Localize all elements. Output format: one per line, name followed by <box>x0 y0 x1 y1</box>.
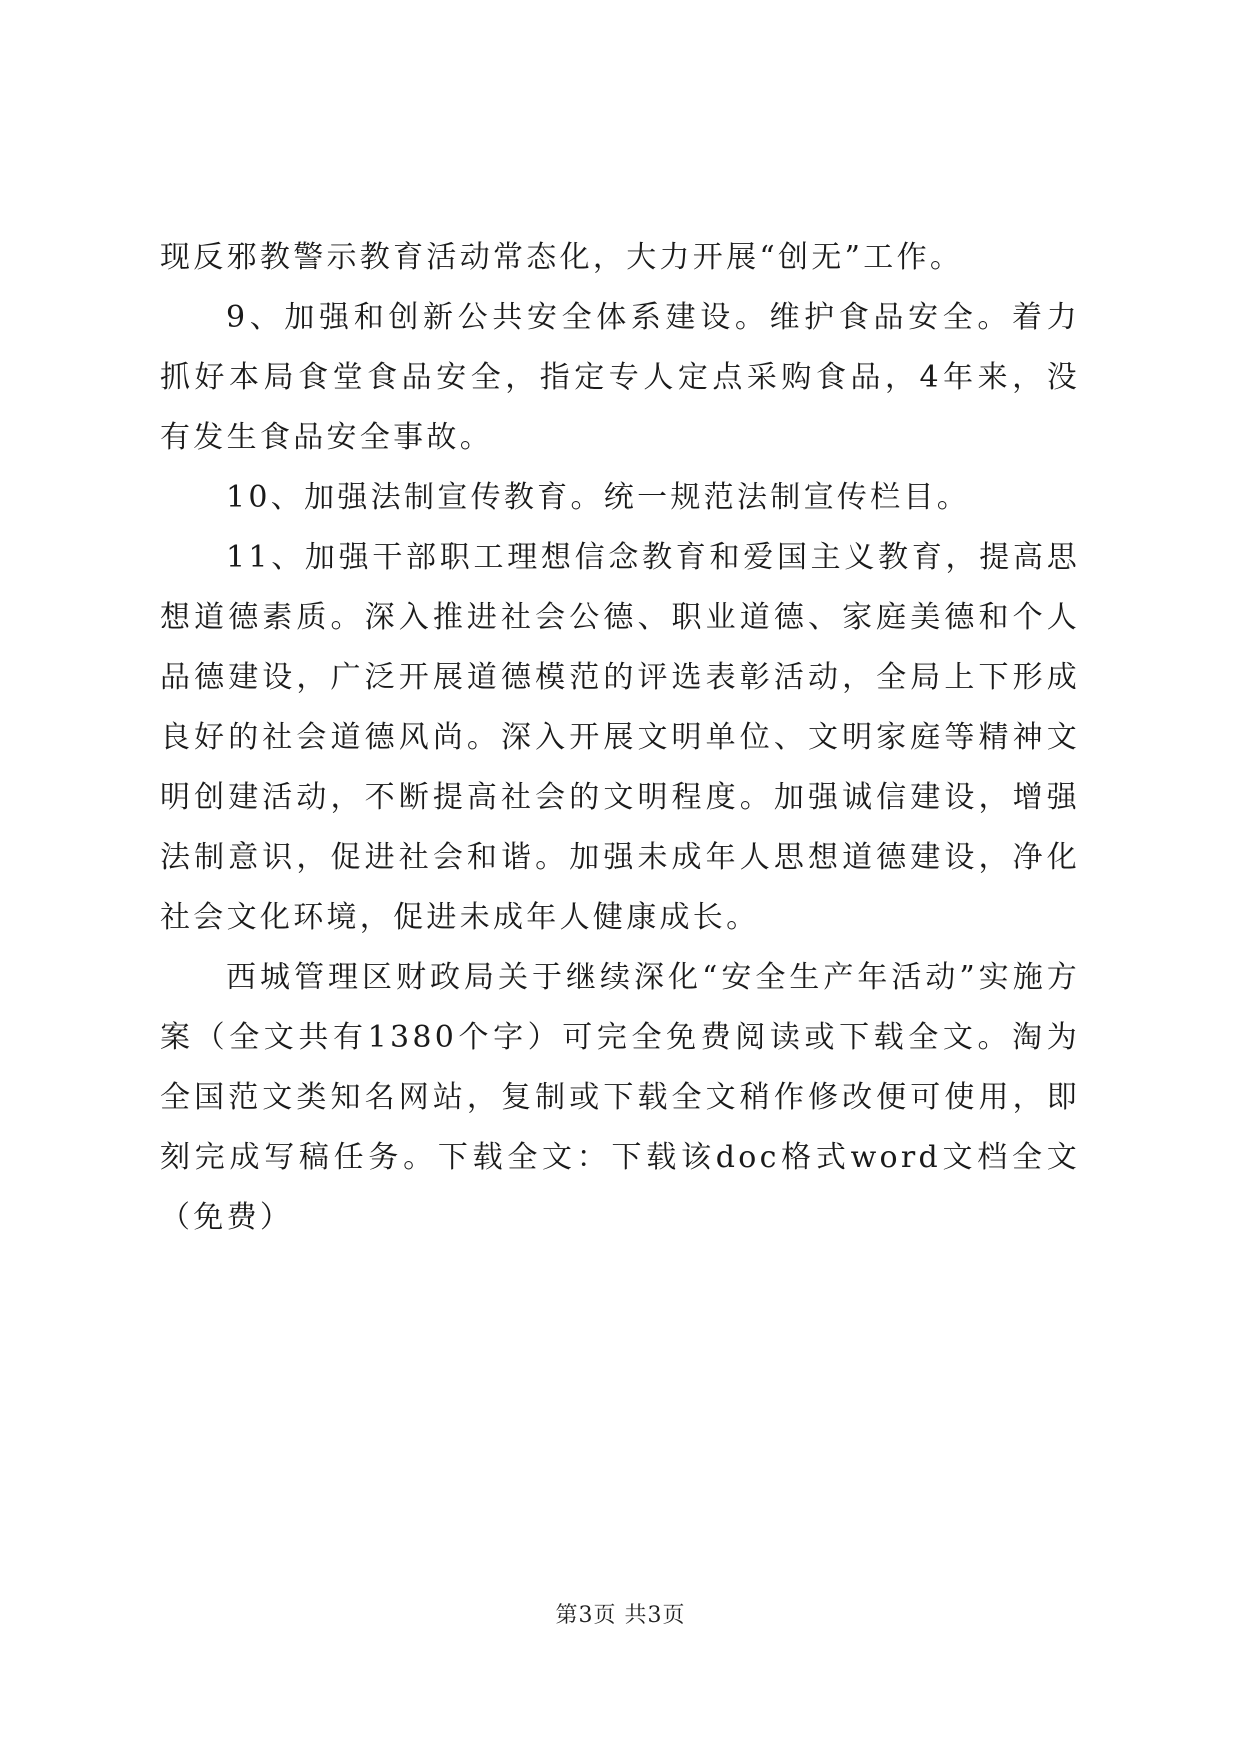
document-body <box>160 228 1080 1248</box>
paragraph-item-11: 11、加强干部职工理想信念教育和爱国主义教育，提高思想道德素质。深入推进社会公德、职业道德、家庭美德和个人品德建设，广泛开展道德模范的评选表彰活动，全局上下形成良好的社会道德风尚。深入开展文明单位、文明家庭等精神文明创建活动，不断提高社会的文明程度。加强诚信建设，增强法制意识，促进社会和谐。加强未成年人思想道德建设，净化社会文化环境，促进未成年人健康成长。 <box>160 540 1080 935</box>
paragraph-download-notice: 西城管理区财政局关于继续深化“安全生产年活动”实施方案（全文共有1380个字）可完全免费阅读或下载全文。淘为全国范文类知名网站，复制或下载全文稍作修改便可使用，即刻完成写稿任务。下载全文：下载该doc格式word文档全文（免费） <box>160 960 1080 1235</box>
paragraph-item-10: 10、加强法制宣传教育。统一规范法制宣传栏目。 <box>226 480 971 515</box>
paragraph-continuation: 现反邪教警示教育活动常态化，大力开展“创无”工作。 <box>160 240 964 275</box>
paragraph-item-9: 9、加强和创新公共安全体系建设。维护食品安全。着力抓好本局食堂食品安全，指定专人定点采购食品，4年来，没有发生食品安全事故。 <box>160 300 1080 455</box>
page-number-footer: 第3页 共3页 <box>555 1603 686 1628</box>
